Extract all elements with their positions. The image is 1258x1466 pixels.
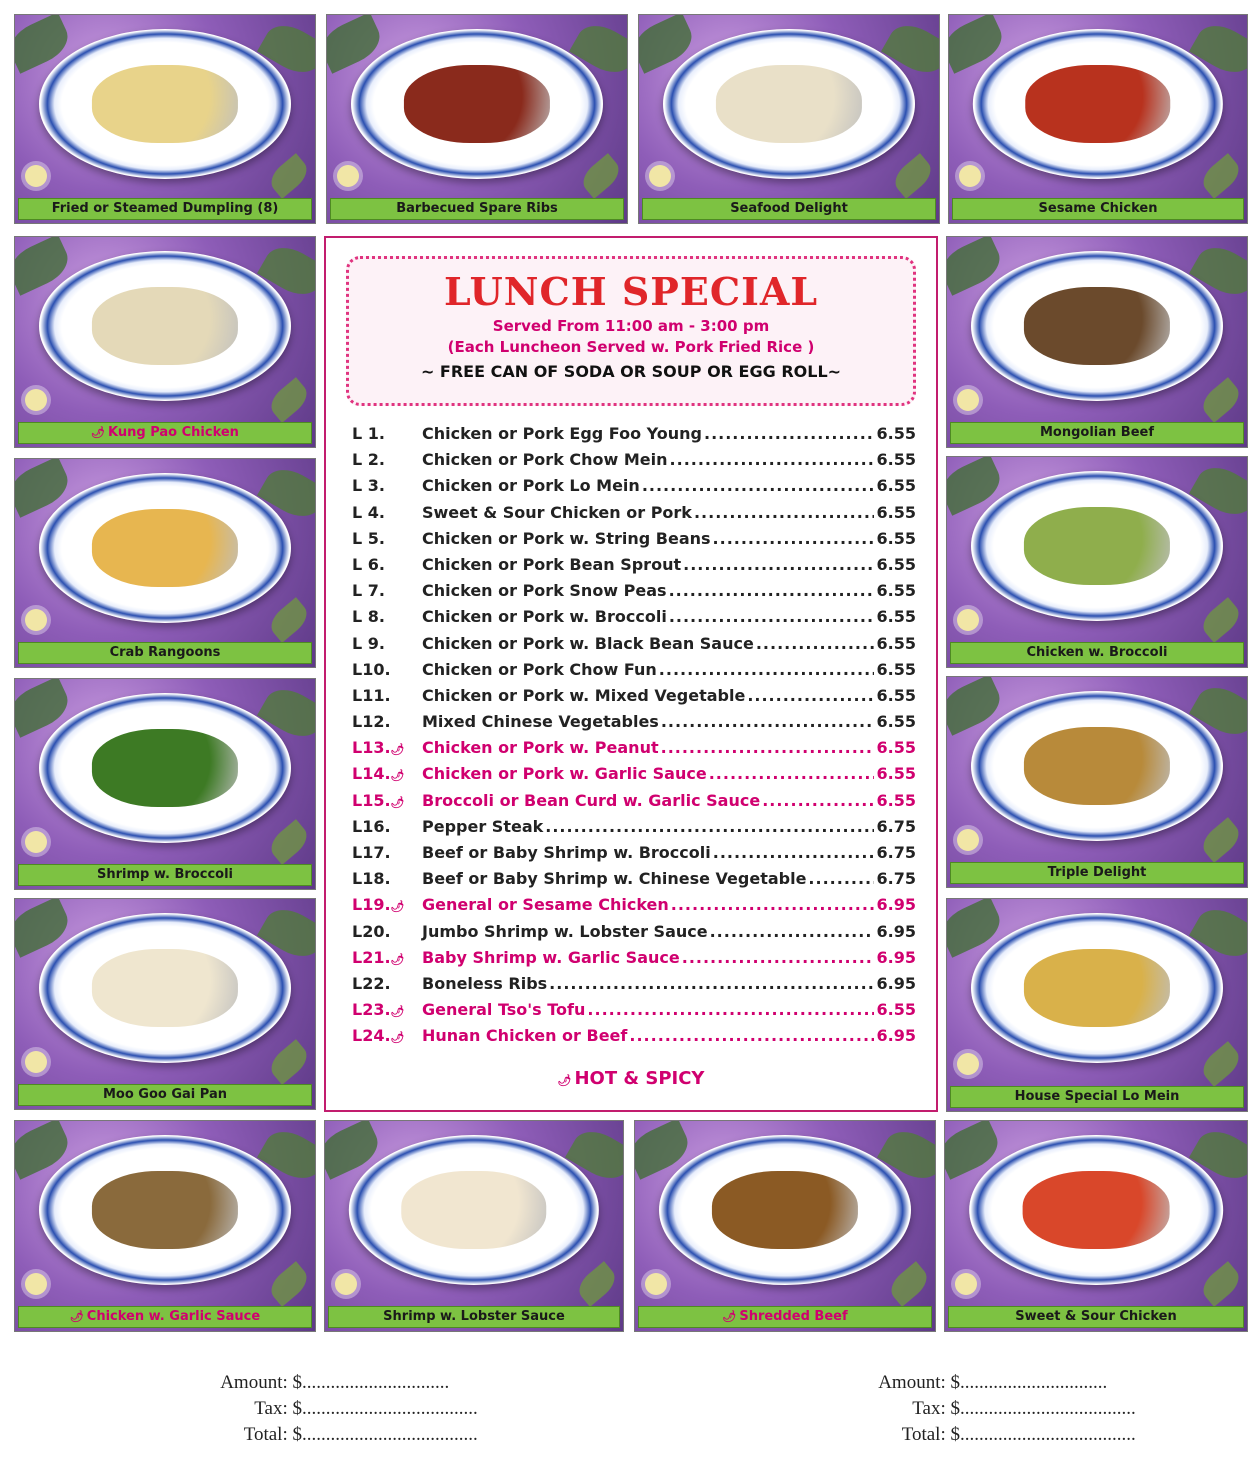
item-code-text: L21. bbox=[352, 947, 391, 967]
dish-photo bbox=[946, 898, 1248, 1112]
dish-caption bbox=[330, 198, 624, 220]
dish-caption-label: Triple Delight bbox=[1047, 865, 1147, 880]
item-name: Hunan Chicken or Beef bbox=[422, 1026, 628, 1046]
food-image bbox=[92, 1171, 238, 1249]
menu-items-list bbox=[352, 424, 916, 1053]
item-price: 6.55 bbox=[876, 1000, 916, 1020]
dish-caption bbox=[950, 862, 1244, 884]
item-name: Boneless Ribs bbox=[422, 973, 548, 993]
item-name: Chicken or Pork w. Mixed Vegetable bbox=[422, 685, 746, 705]
plate-image bbox=[659, 1135, 911, 1285]
item-code bbox=[352, 764, 422, 783]
dish-caption-label: Shredded Beef bbox=[739, 1309, 848, 1324]
food-image bbox=[1024, 287, 1170, 365]
flower-decoration bbox=[25, 609, 47, 631]
menu-header bbox=[346, 256, 916, 406]
dot-leader bbox=[642, 476, 874, 495]
item-name: Baby Shrimp w. Garlic Sauce bbox=[422, 947, 680, 967]
dish-photo bbox=[14, 898, 316, 1110]
menu-item-row bbox=[352, 476, 916, 502]
dish-photo bbox=[948, 14, 1248, 224]
food-image bbox=[1024, 507, 1170, 585]
item-code bbox=[352, 607, 422, 626]
dish-caption bbox=[950, 642, 1244, 664]
dish-photo bbox=[946, 456, 1248, 668]
dish-caption-label: Shrimp w. Broccoli bbox=[96, 867, 233, 882]
item-code bbox=[352, 634, 422, 653]
item-code bbox=[352, 948, 422, 967]
leaf-decoration bbox=[1197, 597, 1244, 643]
dish-caption bbox=[638, 1306, 932, 1328]
menu-item-row bbox=[352, 764, 916, 790]
item-code-text: L 5. bbox=[352, 528, 385, 548]
dish-caption bbox=[952, 198, 1244, 220]
item-price: 6.75 bbox=[876, 843, 916, 862]
item-name: Chicken or Pork Snow Peas bbox=[422, 581, 667, 601]
plate-image bbox=[973, 29, 1223, 179]
item-code-text: L 3. bbox=[352, 476, 385, 496]
item-price: 6.55 bbox=[876, 712, 916, 732]
dot-leader bbox=[710, 922, 874, 941]
item-code bbox=[352, 1026, 422, 1045]
leaf-decoration bbox=[1197, 377, 1244, 423]
dish-caption bbox=[950, 1086, 1244, 1108]
flower-decoration bbox=[957, 829, 979, 851]
flower-decoration bbox=[957, 1053, 979, 1075]
hot-pepper-icon: 🌶 bbox=[390, 743, 405, 757]
item-price: 6.55 bbox=[876, 738, 916, 758]
dot-leader bbox=[756, 634, 874, 653]
dish-photo bbox=[14, 458, 316, 668]
dish-photo bbox=[324, 1120, 624, 1332]
plate-image bbox=[39, 693, 291, 843]
hot-spicy-legend bbox=[326, 1068, 936, 1089]
free-offer: ~ FREE CAN OF SODA OR SOUP OR EGG ROLL~ bbox=[420, 362, 842, 381]
menu-item-row bbox=[352, 974, 916, 1000]
item-name: Chicken or Pork Chow Mein bbox=[422, 450, 668, 470]
item-code bbox=[352, 529, 422, 548]
menu-item-row bbox=[352, 607, 916, 633]
plate-image bbox=[351, 29, 603, 179]
menu-item-row bbox=[352, 922, 916, 948]
item-code-text: L 7. bbox=[352, 581, 385, 601]
menu-item-row bbox=[352, 817, 916, 843]
flower-decoration bbox=[337, 165, 359, 187]
menu-item-row bbox=[352, 791, 916, 817]
dish-photo bbox=[14, 678, 316, 890]
leaf-decoration bbox=[885, 1261, 932, 1307]
item-code bbox=[352, 686, 422, 705]
item-name: Chicken or Pork w. Black Bean Sauce bbox=[422, 633, 754, 653]
item-price: 6.55 bbox=[876, 790, 916, 810]
dish-photo bbox=[944, 1120, 1248, 1332]
dish-caption-label: Chicken w. Broccoli bbox=[1026, 645, 1168, 660]
menu-title: LUNCH SPECIAL bbox=[443, 269, 819, 314]
total-label: Total: $ bbox=[243, 1424, 302, 1445]
food-image bbox=[92, 509, 238, 587]
item-code bbox=[352, 503, 422, 522]
item-code-text: L12. bbox=[352, 712, 391, 732]
tax-label: Tax: $ bbox=[912, 1398, 960, 1419]
item-code bbox=[352, 424, 422, 443]
dish-caption-label: Mongolian Beef bbox=[1039, 425, 1155, 440]
food-image bbox=[1025, 65, 1170, 143]
dish-caption bbox=[18, 1306, 312, 1328]
dot-leader bbox=[713, 843, 874, 862]
leaf-decoration bbox=[1197, 1261, 1244, 1307]
menu-item-row bbox=[352, 634, 916, 660]
plate-image bbox=[39, 1135, 291, 1285]
plate-image bbox=[969, 1135, 1223, 1285]
total-field[interactable]: ..................................... bbox=[302, 1424, 478, 1445]
dish-caption bbox=[950, 422, 1244, 444]
item-code-text: L 9. bbox=[352, 633, 385, 653]
item-price: 6.55 bbox=[876, 502, 916, 522]
dot-leader bbox=[669, 607, 874, 626]
leaf-decoration bbox=[1197, 1041, 1244, 1087]
dish-photo bbox=[14, 236, 316, 448]
dot-leader bbox=[549, 974, 874, 993]
menu-item-row bbox=[352, 948, 916, 974]
totals-right bbox=[872, 1372, 1136, 1450]
plate-image bbox=[971, 913, 1223, 1063]
serving-hours: Served From 11:00 am - 3:00 pm bbox=[492, 317, 770, 335]
amount-label: Amount: $ bbox=[220, 1372, 302, 1393]
leaf-decoration bbox=[1197, 817, 1244, 863]
leaf-decoration bbox=[573, 1261, 620, 1307]
food-image bbox=[1024, 949, 1170, 1027]
item-price: 6.55 bbox=[876, 633, 916, 653]
food-image bbox=[401, 1171, 546, 1249]
dish-photo bbox=[946, 676, 1248, 888]
item-price: 6.95 bbox=[876, 921, 916, 941]
flower-decoration bbox=[25, 1051, 47, 1073]
item-price: 6.55 bbox=[876, 764, 916, 784]
menu-item-row bbox=[352, 660, 916, 686]
menu-item-row bbox=[352, 686, 916, 712]
flower-decoration bbox=[25, 389, 47, 411]
item-price: 6.95 bbox=[876, 895, 916, 915]
dish-caption bbox=[948, 1306, 1244, 1328]
dot-leader bbox=[762, 791, 874, 810]
menu-item-row bbox=[352, 450, 916, 476]
dish-caption-label: Fried or Steamed Dumpling (8) bbox=[51, 201, 279, 216]
plate-image bbox=[349, 1135, 599, 1285]
hot-pepper-icon: 🌶 bbox=[557, 1074, 572, 1087]
plate-image bbox=[39, 913, 291, 1063]
menu-item-row bbox=[352, 1000, 916, 1026]
rice-note: (Each Luncheon Served w. Pork Fried Rice ) bbox=[447, 338, 815, 356]
leaf-decoration bbox=[265, 1039, 312, 1085]
item-price: 6.55 bbox=[876, 554, 916, 574]
item-code bbox=[352, 581, 422, 600]
legend-label: HOT & SPICY bbox=[574, 1068, 705, 1089]
dot-leader bbox=[671, 895, 874, 914]
item-code-text: L10. bbox=[352, 659, 391, 679]
item-name: Broccoli or Bean Curd w. Garlic Sauce bbox=[422, 790, 761, 810]
dot-leader bbox=[709, 764, 874, 783]
item-name: Sweet & Sour Chicken or Pork bbox=[422, 502, 692, 522]
item-code bbox=[352, 476, 422, 495]
flower-decoration bbox=[645, 1273, 667, 1295]
menu-item-row bbox=[352, 555, 916, 581]
dish-photo bbox=[946, 236, 1248, 448]
hot-pepper-icon: 🌶 bbox=[722, 1310, 737, 1323]
item-code-text: L11. bbox=[352, 685, 391, 705]
tax-field[interactable]: ..................................... bbox=[960, 1398, 1136, 1419]
item-price: 6.55 bbox=[876, 476, 916, 496]
plate-image bbox=[663, 29, 915, 179]
flower-decoration bbox=[25, 165, 47, 187]
item-code-text: L22. bbox=[352, 973, 391, 993]
menu-item-row bbox=[352, 529, 916, 555]
dot-leader bbox=[808, 869, 874, 888]
dot-leader bbox=[713, 529, 874, 548]
item-name: Beef or Baby Shrimp w. Chinese Vegetable bbox=[422, 869, 807, 889]
dish-caption-label: Crab Rangoons bbox=[109, 645, 221, 660]
item-code bbox=[352, 791, 422, 810]
plate-image bbox=[971, 251, 1223, 401]
item-name: Jumbo Shrimp w. Lobster Sauce bbox=[422, 921, 708, 941]
leaf-decoration bbox=[577, 153, 624, 199]
flower-decoration bbox=[335, 1273, 357, 1295]
menu-item-row bbox=[352, 581, 916, 607]
item-code bbox=[352, 895, 422, 914]
dish-caption-label: Barbecued Spare Ribs bbox=[396, 201, 558, 216]
item-code bbox=[352, 450, 422, 469]
item-price: 6.55 bbox=[876, 528, 916, 548]
dot-leader bbox=[694, 503, 874, 522]
hot-pepper-icon: 🌶 bbox=[91, 426, 106, 439]
item-code-text: L19. bbox=[352, 895, 391, 915]
menu-item-row bbox=[352, 1026, 916, 1052]
leaf-decoration bbox=[1197, 153, 1244, 199]
tax-label: Tax: $ bbox=[254, 1398, 302, 1419]
dish-caption-label: Sesame Chicken bbox=[1038, 201, 1158, 216]
item-code-text: L 6. bbox=[352, 554, 385, 574]
item-price: 6.95 bbox=[876, 1026, 916, 1046]
dot-leader bbox=[587, 1000, 874, 1019]
dish-photo bbox=[14, 14, 316, 224]
dish-caption bbox=[642, 198, 936, 220]
menu-item-row bbox=[352, 895, 916, 921]
item-code bbox=[352, 712, 422, 731]
dish-photo bbox=[638, 14, 940, 224]
amount-field[interactable]: ............................... bbox=[302, 1372, 450, 1393]
dish-caption bbox=[18, 198, 312, 220]
item-code bbox=[352, 974, 422, 993]
item-code-text: L24. bbox=[352, 1026, 391, 1046]
dot-leader bbox=[661, 712, 874, 731]
item-name: Chicken or Pork w. String Beans bbox=[422, 528, 711, 548]
plate-image bbox=[39, 29, 291, 179]
lunch-special-panel bbox=[324, 236, 938, 1112]
item-code-text: L20. bbox=[352, 921, 391, 941]
food-image bbox=[92, 949, 238, 1027]
item-price: 6.75 bbox=[876, 869, 916, 889]
flower-decoration bbox=[649, 165, 671, 187]
item-code-text: L15. bbox=[352, 790, 391, 810]
hot-pepper-icon: 🌶 bbox=[69, 1310, 84, 1323]
item-name: Mixed Chinese Vegetables bbox=[422, 712, 659, 732]
leaf-decoration bbox=[265, 597, 312, 643]
item-code bbox=[352, 869, 422, 888]
menu-item-row bbox=[352, 424, 916, 450]
total-label: Total: $ bbox=[901, 1424, 960, 1445]
item-code-text: L 1. bbox=[352, 424, 385, 443]
dish-caption-label: Seafood Delight bbox=[730, 201, 848, 216]
item-name: Chicken or Pork w. Garlic Sauce bbox=[422, 764, 707, 784]
item-name: Pepper Steak bbox=[422, 816, 544, 836]
hot-pepper-icon: 🌶 bbox=[390, 900, 405, 914]
amount-field[interactable]: ............................... bbox=[960, 1372, 1108, 1393]
dot-leader bbox=[670, 450, 874, 469]
dot-leader bbox=[545, 817, 874, 836]
hot-pepper-icon: 🌶 bbox=[390, 1005, 405, 1019]
item-code-text: L13. bbox=[352, 738, 391, 758]
dish-caption-label: House Special Lo Mein bbox=[1014, 1089, 1180, 1104]
item-price: 6.55 bbox=[876, 685, 916, 705]
item-code bbox=[352, 555, 422, 574]
menu-item-row bbox=[352, 869, 916, 895]
item-code-text: L 8. bbox=[352, 607, 385, 627]
food-image bbox=[404, 65, 550, 143]
flower-decoration bbox=[959, 165, 981, 187]
food-image bbox=[712, 1171, 858, 1249]
hot-pepper-icon: 🌶 bbox=[390, 952, 405, 966]
item-name: General Tso's Tofu bbox=[422, 1000, 586, 1020]
item-price: 6.95 bbox=[876, 973, 916, 993]
dot-leader bbox=[683, 555, 874, 574]
item-name: Chicken or Pork w. Broccoli bbox=[422, 607, 667, 627]
item-code-text: L18. bbox=[352, 869, 391, 889]
dish-caption bbox=[18, 422, 312, 444]
dish-caption bbox=[18, 642, 312, 664]
item-price: 6.55 bbox=[876, 450, 916, 470]
flower-decoration bbox=[25, 831, 47, 853]
food-image bbox=[1022, 1171, 1169, 1249]
item-code-text: L17. bbox=[352, 843, 391, 862]
item-name: Chicken or Pork Lo Mein bbox=[422, 476, 640, 496]
item-name: Beef or Baby Shrimp w. Broccoli bbox=[422, 843, 711, 862]
flower-decoration bbox=[957, 609, 979, 631]
dot-leader bbox=[661, 738, 874, 757]
dish-caption-label: Moo Goo Gai Pan bbox=[102, 1087, 227, 1102]
item-code bbox=[352, 843, 422, 862]
tax-field[interactable]: ..................................... bbox=[302, 1398, 478, 1419]
item-price: 6.75 bbox=[876, 816, 916, 836]
dish-caption-label: Shrimp w. Lobster Sauce bbox=[383, 1309, 565, 1324]
food-image bbox=[92, 287, 238, 365]
leaf-decoration bbox=[265, 819, 312, 865]
item-code-text: L14. bbox=[352, 764, 391, 784]
totals-left bbox=[214, 1372, 478, 1450]
leaf-decoration bbox=[265, 1261, 312, 1307]
item-code-text: L 2. bbox=[352, 450, 385, 470]
leaf-decoration bbox=[265, 377, 312, 423]
item-code bbox=[352, 738, 422, 757]
menu-item-row bbox=[352, 738, 916, 764]
plate-image bbox=[971, 471, 1223, 621]
menu-item-row bbox=[352, 503, 916, 529]
dot-leader bbox=[747, 686, 874, 705]
dish-caption-label: Sweet & Sour Chicken bbox=[1015, 1309, 1177, 1324]
item-name: Chicken or Pork Egg Foo Young bbox=[422, 424, 702, 443]
flower-decoration bbox=[955, 1273, 977, 1295]
dot-leader bbox=[704, 424, 874, 443]
dish-photo bbox=[634, 1120, 936, 1332]
item-price: 6.55 bbox=[876, 607, 916, 627]
hot-pepper-icon: 🌶 bbox=[390, 769, 405, 783]
plate-image bbox=[39, 473, 291, 623]
food-image bbox=[1024, 727, 1170, 805]
dish-caption-label: Kung Pao Chicken bbox=[108, 425, 239, 440]
amount-label: Amount: $ bbox=[878, 1372, 960, 1393]
leaf-decoration bbox=[265, 153, 312, 199]
food-image bbox=[92, 729, 238, 807]
dot-leader bbox=[669, 581, 874, 600]
item-price: 6.55 bbox=[876, 659, 916, 679]
item-code bbox=[352, 660, 422, 679]
item-name: General or Sesame Chicken bbox=[422, 895, 669, 915]
menu-item-row bbox=[352, 843, 916, 869]
flower-decoration bbox=[957, 389, 979, 411]
leaf-decoration bbox=[889, 153, 936, 199]
item-code-text: L23. bbox=[352, 1000, 391, 1020]
item-price: 6.95 bbox=[876, 947, 916, 967]
flower-decoration bbox=[25, 1273, 47, 1295]
dish-caption-label: Chicken w. Garlic Sauce bbox=[86, 1309, 261, 1324]
plate-image bbox=[39, 251, 291, 401]
dish-caption bbox=[328, 1306, 620, 1328]
item-code bbox=[352, 817, 422, 836]
total-field[interactable]: ..................................... bbox=[960, 1424, 1136, 1445]
hot-pepper-icon: 🌶 bbox=[390, 795, 405, 809]
item-name: Chicken or Pork Bean Sprout bbox=[422, 554, 682, 574]
menu-item-row bbox=[352, 712, 916, 738]
item-name: Chicken or Pork Chow Fun bbox=[422, 659, 657, 679]
plate-image bbox=[971, 691, 1223, 841]
dish-caption bbox=[18, 1084, 312, 1106]
item-code-text: L 4. bbox=[352, 502, 385, 522]
dot-leader bbox=[659, 660, 874, 679]
dish-caption bbox=[18, 864, 312, 886]
item-price: 6.55 bbox=[876, 424, 916, 443]
item-price: 6.55 bbox=[876, 581, 916, 601]
hot-pepper-icon: 🌶 bbox=[390, 1031, 405, 1045]
item-code bbox=[352, 1000, 422, 1019]
dot-leader bbox=[629, 1026, 874, 1045]
item-code-text: L16. bbox=[352, 816, 391, 836]
food-image bbox=[92, 65, 238, 143]
food-image bbox=[716, 65, 862, 143]
dot-leader bbox=[682, 948, 874, 967]
item-name: Chicken or Pork w. Peanut bbox=[422, 738, 659, 758]
dish-photo bbox=[14, 1120, 316, 1332]
dish-photo bbox=[326, 14, 628, 224]
item-code bbox=[352, 922, 422, 941]
